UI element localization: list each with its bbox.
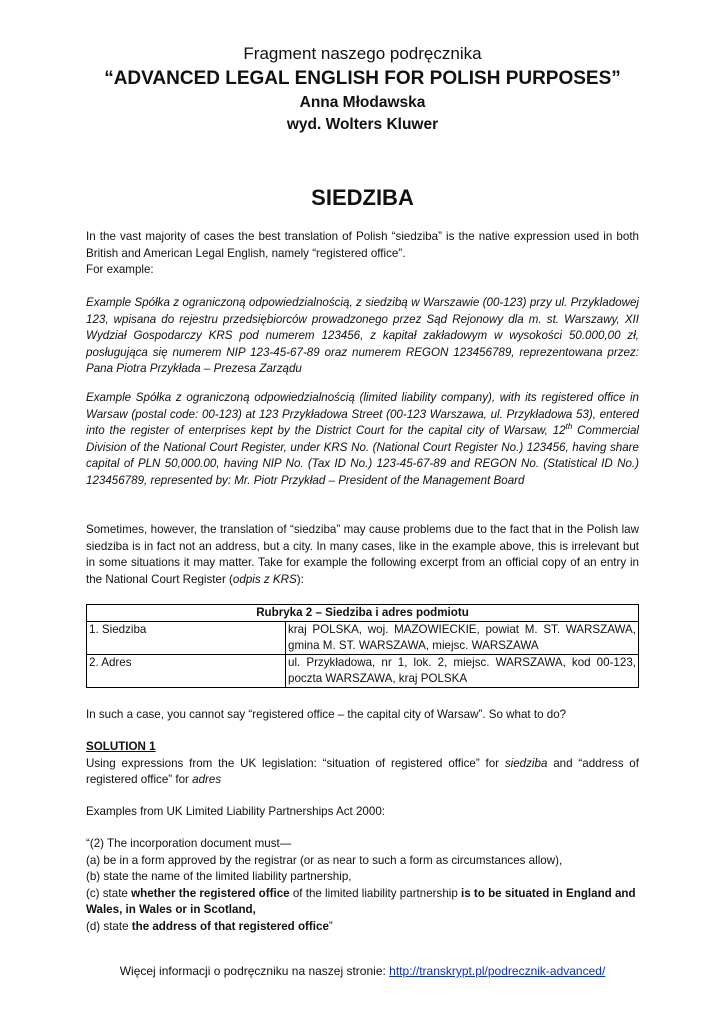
book-title: “ADVANCED LEGAL ENGLISH FOR POLISH PURPOSES” [104, 68, 621, 89]
example-english-part2: Commercial Division of the National Court Register, under KRS No. (National Court Register No.) 123456, having share capital of PLN 50,000.00, having NIP No. (Tax ID No.) 123-45-67-89 and REGON No. (Statistical ID No.) 123456789, represented by: Mr. Piotr Przykład – President of the Management Board [86, 424, 639, 487]
author: Anna Młodawska [299, 94, 426, 111]
quote-d-text: (d) state [86, 919, 132, 933]
quote-c-text-1: (c) state [86, 886, 132, 900]
sometimes-paragraph [86, 522, 639, 588]
table-header-row [87, 605, 639, 622]
solution-italic-2: adres [192, 773, 222, 787]
quote-d-end: ” [328, 919, 333, 933]
example-english-sup: th [565, 422, 573, 432]
footer [0, 964, 725, 978]
sometimes-text: Sometimes, however, the translation of “siedziba” may cause problems due to the fact that in the Polish law siedziba is in fact not an address, but a city. In many cases, like in the example above, this is irrelevant but in some situations it may matter. Take for example the following excerpt from an official copy of an entry in the National Court Register ( [86, 523, 639, 586]
such-case-paragraph: In such a case, you cannot say “registered office – the capital city of Warsaw”. So what to do? [86, 708, 567, 721]
table-cell-label: 2. Adres [87, 655, 286, 688]
krs-table [86, 604, 639, 688]
table-cell-value: kraj POLSKA, woj. MAZOWIECKIE, powiat M. ST. WARSZAWA, gmina M. ST. WARSZAWA, miejsc. WARSZAWA [286, 622, 639, 655]
footer-text: Więcej informacji o podręczniku na naszej stronie: [119, 964, 390, 978]
solution-section [86, 739, 639, 789]
for-example-text: For example: [86, 263, 154, 277]
quote-c-text-2: of the limited liability partnership [289, 886, 462, 900]
table-row [87, 655, 639, 688]
solution-italic-1: siedziba [504, 756, 548, 770]
solution-heading: SOLUTION 1 [86, 740, 156, 753]
examples-from-paragraph: Examples from UK Limited Liability Partnerships Act 2000: [86, 805, 385, 818]
quote-c-bold-1: whether the registered office [131, 886, 290, 900]
quote-line-b: (b) state the name of the limited liability partnership, [86, 870, 352, 884]
example-english [86, 390, 639, 490]
table-header: Rubryka 2 – Siedziba i adres podmiotu [87, 605, 639, 622]
intro-text: In the vast majority of cases the best translation of Polish “siedziba” is the native expression used in both British and American Legal English, namely “registered office”. [86, 230, 639, 260]
table-cell-value: ul. Przykładowa, nr 1, lok. 2, miejsc. WARSZAWA, kod 00-123, poczta WARSZAWA, kraj POLSKA [286, 655, 639, 688]
table-row [87, 622, 639, 655]
solution-text-1: Using expressions from the UK legislation: “situation of registered office” for [86, 756, 505, 770]
quote-d-bold: the address of that registered office [131, 919, 329, 933]
quote-c-bold-2: is to be situated in England and Wales, in Wales or in Scotland, [86, 886, 636, 917]
example-polish: Example Spółka z ograniczoną odpowiedzialnością, z siedzibą w Warszawie (00-123) przy ul. Przykladowej 123, wpisana do rejestru przedsiębiorców prowadzonego przez Sąd Rejonowy dla m. st. Warszawy, XII Wydział Gospodarczy KRS pod numerem 123456, z kapitał zakładowym w wysokości 50.000,00 zł, posługująca się numerem NIP 123-45-67-89 oraz numerem REGON 123456789, reprezentowana przez: Pana Piotra Przykłada – Prezesa Zarządu [86, 296, 639, 376]
publisher: wyd. Wolters Kluwer [286, 116, 439, 133]
table-cell-label: 1. Siedziba [87, 622, 286, 655]
sometimes-italic: odpis z KRS [232, 572, 297, 586]
quote-line-d [86, 919, 639, 936]
solution-text-2: and “address of registered office” for [86, 756, 639, 787]
quote-line-c [86, 886, 639, 919]
solution-text [86, 756, 639, 789]
footer-link[interactable]: http://transkrypt.pl/podrecznik-advanced/ [389, 964, 606, 978]
quote-block [86, 836, 639, 936]
page-title: SIEDZIBA [311, 185, 414, 210]
quote-line-2: “(2) The incorporation document must— [86, 837, 292, 850]
example-english-part1: Example Spółka z ograniczoną odpowiedzialnością (limited liability company), with its registered office in Warsaw (postal code: 00-123) at 123 Przykładowa Street (00-123 Warszawa, ul. Przykładowa 53), entered into the register of enterprises kept by the District Court for the capital city of Warsaw, 12 [86, 391, 639, 438]
header-line-1: Fragment naszego podręcznika [243, 44, 482, 63]
sometimes-end: ): [296, 572, 304, 586]
quote-line-a: (a) be in a form approved by the registrar (or as near to such a form as circumstances allow), [86, 853, 563, 867]
intro-paragraph [86, 229, 639, 279]
